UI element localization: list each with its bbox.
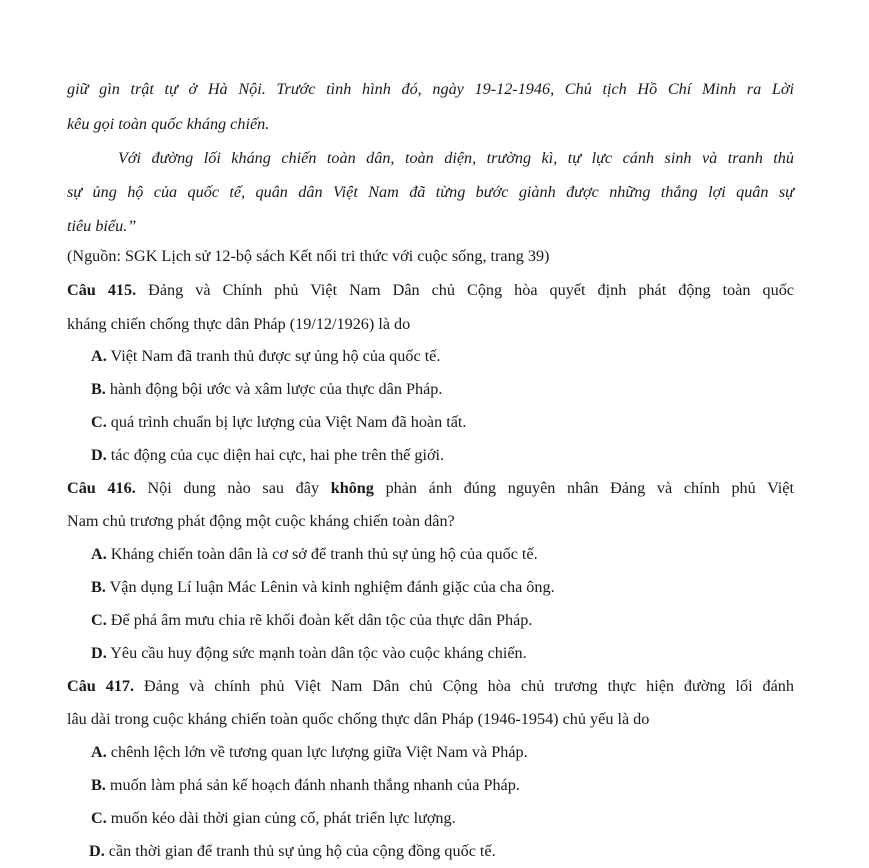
question-416-option-d[interactable] — [91, 643, 527, 663]
passage-line-4: sự ủng hộ của quốc tế, quân dân Việt Nam đã từng bước giành được những thắng lợi quân sự — [67, 183, 794, 201]
question-417-option-c[interactable] — [91, 808, 456, 828]
question-415-label: Câu 415. — [67, 281, 137, 299]
question-415-option-d[interactable] — [91, 445, 444, 465]
question-417-stem-text: Đảng và chính phủ Việt Nam Dân chủ Cộng hòa chủ trương thực hiện đường lối đánh — [134, 677, 794, 695]
option-key: B. — [91, 776, 106, 794]
passage-line-3: Với đường lối kháng chiến toàn dân, toàn diện, trường kì, tự lực cánh sinh và tranh thủ — [118, 149, 794, 167]
option-text: hành động bội ước và xâm lược của thực dân Pháp. — [105, 380, 443, 398]
source-citation: (Nguồn: SGK Lịch sử 12-bộ sách Kết nối tri thức với cuộc sống, trang 39) — [67, 247, 550, 265]
question-416-stem-post: phản ánh đúng nguyên nhân Đảng và chính phủ Việt — [373, 479, 794, 497]
option-key: A. — [91, 347, 107, 365]
question-416-option-a[interactable] — [91, 544, 538, 564]
question-417-option-a[interactable] — [91, 742, 528, 762]
question-417-stem-line-1 — [67, 676, 794, 696]
question-417-label: Câu 417. — [67, 677, 135, 695]
option-text: muốn làm phá sản kế hoạch đánh nhanh thắng nhanh của Pháp. — [105, 776, 520, 794]
option-text: quá trình chuẩn bị lực lượng của Việt Nam đã hoàn tất. — [106, 413, 467, 431]
question-416-stem-line-2: Nam chủ trương phát động một cuộc kháng chiến toàn dân? — [67, 512, 455, 530]
option-text: tác động của cục diện hai cực, hai phe trên thế giới. — [106, 446, 445, 464]
option-key: D. — [91, 446, 107, 464]
question-416-option-b[interactable] — [91, 577, 555, 597]
option-text: muốn kéo dài thời gian củng cố, phát triển lực lượng. — [106, 809, 456, 827]
question-416-label: Câu 416. — [67, 479, 136, 497]
option-key: A. — [91, 743, 107, 761]
question-417-option-b[interactable] — [91, 775, 520, 795]
option-text: Việt Nam đã tranh thủ được sự ủng hộ của quốc tế. — [106, 347, 441, 365]
question-416-stem-line-1 — [67, 478, 794, 498]
question-415-stem-line-2: kháng chiến chống thực dân Pháp (19/12/1926) là do — [67, 315, 411, 333]
option-key: A. — [91, 545, 107, 563]
question-417-stem-line-2: lâu dài trong cuộc kháng chiến toàn quốc chống thực dân Pháp (1946-1954) chủ yếu là do — [67, 710, 650, 728]
option-text: Yêu cầu huy động sức mạnh toàn dân tộc vào cuộc kháng chiến. — [106, 644, 527, 662]
option-key: C. — [91, 611, 107, 629]
question-417-option-d[interactable] — [89, 841, 496, 861]
option-key: B. — [91, 380, 106, 398]
question-415-stem-line-1 — [67, 280, 794, 300]
question-415-option-a[interactable] — [91, 346, 440, 366]
option-text: Kháng chiến toàn dân là cơ sở để tranh thủ sự ủng hộ của quốc tế. — [106, 545, 538, 563]
option-text: Vận dụng Lí luận Mác Lênin và kinh nghiệm đánh giặc của cha ông. — [105, 578, 555, 596]
question-416-option-c[interactable] — [91, 610, 532, 630]
question-416-stem-bold: không — [330, 479, 374, 497]
question-416-stem-pre: Nội dung nào sau đây — [135, 479, 331, 497]
option-key: D. — [89, 842, 105, 860]
question-415-stem-text: Đảng và Chính phủ Việt Nam Dân chủ Cộng hòa quyết định phát động toàn quốc — [136, 281, 794, 299]
question-415-option-b[interactable] — [91, 379, 442, 399]
option-text: chênh lệch lớn về tương quan lực lượng giữa Việt Nam và Pháp. — [106, 743, 528, 761]
option-key: C. — [91, 413, 107, 431]
option-key: D. — [91, 644, 107, 662]
passage-line-2: kêu gọi toàn quốc kháng chiến. — [67, 115, 270, 133]
option-key: C. — [91, 809, 107, 827]
question-415-option-c[interactable] — [91, 412, 466, 432]
option-key: B. — [91, 578, 106, 596]
option-text: cần thời gian để tranh thủ sự ủng hộ của cộng đồng quốc tế. — [104, 842, 496, 860]
option-text: Để phá âm mưu chia rẽ khối đoàn kết dân tộc của thực dân Pháp. — [106, 611, 533, 629]
passage-line-1: giữ gìn trật tự ở Hà Nội. Trước tình hình đó, ngày 19-12-1946, Chủ tịch Hồ Chí Minh ra Lời — [67, 80, 794, 98]
passage-line-5: tiêu biểu.” — [67, 217, 137, 235]
